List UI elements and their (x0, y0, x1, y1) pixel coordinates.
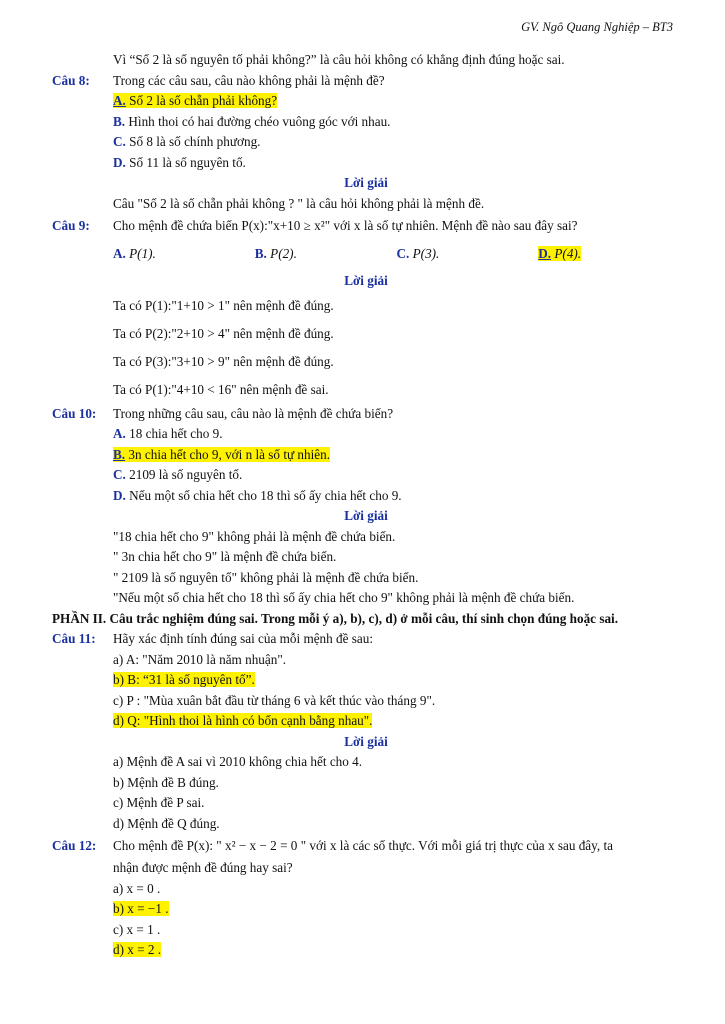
option-text: 18 chia hết cho 9. (125, 426, 223, 441)
solution-title: Lời giải (344, 273, 388, 288)
option-a (113, 237, 255, 271)
text-line: "18 chia hết cho 9" không phải là mệnh đề chứa biến. (113, 528, 396, 544)
option-d (538, 237, 680, 271)
option-label: B. (113, 446, 126, 462)
highlighted-answer (538, 246, 581, 261)
statement-c: c) x = 1 . (113, 921, 161, 937)
highlighted-answer: b) B: “31 là số nguyên tố”. (113, 672, 255, 687)
document-body (52, 50, 680, 961)
option-label: A. (113, 426, 126, 441)
option-label: D. (113, 487, 126, 503)
option-text: 3n chia hết cho 9, với n là số tự nhiên. (125, 446, 331, 462)
statement-d (52, 940, 680, 961)
text-line: d) Mệnh đề Q đúng. (113, 815, 220, 831)
section-heading: PHẦN II. Câu trắc nghiệm đúng sai. Trong mỗi ý a), b), c), d) ở mỗi câu, thí sinh chọn đúng hoặc sai. (52, 610, 619, 626)
option-b (52, 112, 680, 133)
option-c (52, 465, 680, 486)
option-text: Hình thoi có hai đường chéo vuông góc với nhau. (125, 113, 391, 129)
option-text: P(2). (266, 246, 297, 261)
option-label: A. (113, 93, 126, 108)
option-a (52, 91, 680, 112)
text-line: Ta có P(1):"4+10 < 16" nên mệnh đề sai. (113, 381, 329, 397)
option-text: Số 2 là số chẵn phải không? (125, 93, 278, 108)
question-9 (52, 214, 680, 237)
statement-a: a) x = 0 . (113, 880, 161, 896)
text-line: Vì “Số 2 là số nguyên tố phải không?” là câu hỏi không có khẳng định đúng hoặc sai. (113, 52, 565, 67)
option-label: D. (113, 154, 126, 170)
option-text: Số 11 là số nguyên tố. (125, 154, 246, 170)
option-label: B. (113, 113, 126, 129)
text-line: a) Mệnh đề A sai vì 2010 không chia hết cho 4. (113, 754, 363, 769)
question-label: Câu 12: (52, 838, 97, 853)
option-label: A. (113, 246, 126, 261)
option-text: Số 8 là số chính phương. (125, 134, 261, 149)
text-line: Ta có P(1):"1+10 > 1" nên mệnh đề đúng. (113, 297, 334, 313)
option-d (52, 486, 680, 507)
question-12 (52, 834, 680, 858)
question-label: Câu 11: (52, 631, 96, 646)
option-text: 2109 là số nguyên tố. (125, 467, 243, 482)
question-label: Câu 9: (52, 218, 90, 233)
question-label: Câu 8: (52, 72, 90, 88)
statement-a: a) A: "Năm 2010 là năm nhuận". (113, 651, 287, 667)
question-label: Câu 10: (52, 405, 97, 421)
highlighted-answer (113, 447, 330, 462)
question-text: Cho mệnh đề P(x): " x² − x − 2 = 0 " với x là các số thực. Với mỗi giá trị thực của x sau đây, ta (113, 838, 614, 853)
option-text: P(4). (551, 246, 582, 261)
text-line: Ta có P(2):"2+10 > 4" nên mệnh đề đúng. (113, 325, 334, 341)
option-text: P(3). (409, 246, 440, 261)
text-line: nhận được mệnh đề đúng hay sai? (113, 860, 293, 875)
text-line: Câu "Số 2 là số chẵn phải không ? " là câu hỏi không phải là mệnh đề. (113, 195, 485, 211)
statement-c: c) P : "Mùa xuân bắt đầu từ tháng 6 và kết thúc vào tháng 9". (113, 692, 436, 708)
question-text: Trong các câu sau, câu nào không phải là mệnh đề? (113, 72, 385, 88)
highlighted-answer: d) Q: "Hình thoi là hình có bốn cạnh bằng nhau". (113, 713, 373, 728)
solution-title: Lời giải (344, 175, 388, 190)
option-a (52, 424, 680, 445)
option-c (397, 237, 539, 271)
highlighted-answer: b) x = −1 . (113, 901, 169, 916)
text-line: "Nếu một số chia hết cho 18 thì số ấy chia hết cho 9" không phải là mệnh đề chứa biến. (113, 590, 575, 605)
option-label: C. (113, 134, 126, 149)
solution-title: Lời giải (344, 508, 388, 523)
text-line: " 2109 là số nguyên tố" không phải là mệnh đề chứa biến. (113, 569, 419, 585)
statement-b (52, 899, 680, 920)
options-row (52, 237, 680, 271)
option-b (255, 237, 397, 271)
option-label: C. (396, 246, 410, 261)
text-line: " 3n chia hết cho 9" là mệnh đề chứa biến. (113, 549, 337, 564)
highlighted-answer (113, 93, 277, 108)
statement-d (52, 711, 680, 732)
question-8 (52, 71, 680, 92)
question-text: Hãy xác định tính đúng sai của mỗi mệnh đề sau: (113, 631, 374, 646)
option-label: D. (538, 246, 552, 261)
highlighted-answer: d) x = 2 . (113, 942, 162, 957)
question-10 (52, 404, 680, 425)
question-text: Trong những câu sau, câu nào là mệnh đề chứa biến? (113, 405, 394, 421)
statement-b (52, 670, 680, 691)
question-11 (52, 629, 680, 650)
page-header: GV. Ngô Quang Nghiệp – BT3 (521, 20, 673, 34)
text-line: b) Mệnh đề B đúng. (113, 774, 219, 790)
option-b (52, 445, 680, 466)
option-d (52, 153, 680, 174)
solution-title: Lời giải (344, 733, 388, 749)
text-line: c) Mệnh đề P sai. (113, 795, 205, 810)
option-c (52, 132, 680, 153)
option-label: B. (254, 246, 267, 261)
option-label: C. (113, 467, 126, 482)
option-text: P(1). (125, 246, 156, 261)
question-text: Cho mệnh đề chứa biến P(x):"x+10 ≥ x²" với x là số tự nhiên. Mệnh đề nào sau đây sai? (113, 218, 578, 233)
text-line: Ta có P(3):"3+10 > 9" nên mệnh đề đúng. (113, 353, 334, 369)
option-text: Nếu một số chia hết cho 18 thì số ấy chia hết cho 9. (125, 487, 402, 503)
